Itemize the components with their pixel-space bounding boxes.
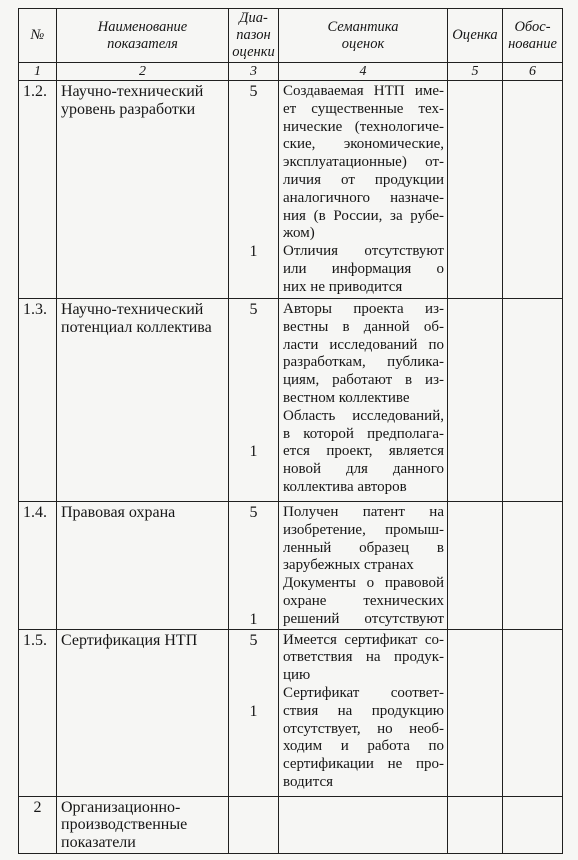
table-row [19,629,563,796]
semantics-line: в которой предполага- [283,425,444,442]
indicator-name-cell [57,299,229,502]
column-number: 3 [229,63,279,81]
indicator-name [57,630,228,650]
header-semantics-line: Семантика [327,18,399,35]
header-semantics [279,9,448,63]
column-number: 2 [57,63,229,81]
semantics-paragraph [283,301,444,408]
range-values [229,81,278,261]
semantics [279,299,447,497]
semantics-line: коллектива авторов [283,478,407,495]
header-score [448,9,503,63]
header-semantics-line: оценок [341,35,385,52]
table-row [19,796,563,853]
indicator-name-line: Научно-технический [61,301,204,318]
justification-cell [503,796,563,853]
semantics-line: Имеется сертификат со- [283,631,444,648]
semantics-line: Получен патент на [283,504,444,520]
column-number: 1 [19,63,57,81]
header-number [19,9,57,63]
header-range-line: пазон [236,27,271,43]
indicator-name-cell [57,502,229,630]
semantics [279,81,447,297]
indicator-name-line: Организационно- [61,798,181,816]
semantics-line: Создаваемая НТП име- [283,83,444,99]
header-range-line: оценки [232,44,275,60]
row-number-cell [19,796,57,853]
semantics-line: ходим и работа по [283,738,444,755]
range-value-min: 1 [249,610,258,628]
semantics-line: водится [283,773,334,790]
semantics-cell [279,796,448,853]
semantics-line: ответствия на продук- [283,649,444,666]
score-cell [448,81,503,299]
semantics-line: ется проект, является [283,443,444,460]
header-justification-line: нование [508,35,557,52]
header-range [229,9,279,63]
semantics-paragraph [283,408,444,497]
row-number: 2 [33,798,42,816]
semantics-line: Документы о правовой [283,575,444,592]
range-value-min: 1 [249,443,258,461]
column-number: 5 [448,63,503,81]
column-number: 6 [503,63,563,81]
semantics-line: них не приводится [283,278,403,295]
indicator-name [57,299,228,337]
semantics-paragraph [283,83,444,243]
semantics-line: циям, работают в из- [283,372,444,389]
header-number-text: № [30,27,45,43]
score-cell [448,629,503,796]
semantics-line: зарубежных странах [283,557,414,574]
range-values [229,502,278,629]
range-value-max: 5 [249,504,258,521]
indicator-name-line: Научно-технический [61,83,204,100]
semantics-line: отсутствует, но необ- [283,720,444,737]
range-value-min: 1 [249,702,258,720]
semantics-line: решений отсутствуют [283,610,444,627]
header-range-line: Диа- [239,10,268,26]
range-cell [229,502,279,630]
semantics-line: изобретение, промыш- [283,521,444,538]
semantics-paragraph [283,632,444,685]
semantics-line: вестны в данной об- [283,318,444,335]
header-justification [503,9,563,63]
semantics-line: ские, экономические, [283,136,444,153]
row-number: 1.4. [23,504,47,521]
range-cell [229,81,279,299]
row-number-cell [19,81,57,299]
semantics-paragraph [283,243,444,296]
semantics-line: разработкам, публика- [283,354,444,371]
header-name-line: Наименование [97,18,188,35]
semantics-line: жом) [283,225,315,242]
indicator-name-line: производственные [61,816,188,834]
semantics-line: нические (технологиче- [283,118,444,135]
semantics-line: ния (в России, за рубе- [283,207,444,224]
semantics-line: новой для данного [283,461,444,478]
score-cell [448,796,503,853]
indicator-name-line: Сертификация НТП [61,631,198,649]
indicator-name-cell [57,629,229,796]
justification-cell [503,629,563,796]
semantics-line: эксплуатационные) от- [283,154,444,171]
justification-cell [503,299,563,502]
semantics-paragraph [283,685,444,792]
range-cell [229,629,279,796]
semantics-line: сертификации не про- [283,756,444,773]
semantics-cell [279,629,448,796]
semantics-line: охране технических [283,592,444,609]
header-score-text: Оценка [452,27,498,43]
column-number: 4 [279,63,448,81]
indicator-name-line: потенциал коллектива [61,318,212,336]
semantics-cell [279,299,448,502]
semantics-line: Отличия отсутствуют [283,243,444,260]
range-value-min: 1 [249,243,258,261]
range-values [229,299,278,461]
semantics-line: Сертификат соответ- [283,684,444,701]
semantics-cell [279,81,448,299]
indicator-name [57,502,228,522]
semantics [279,630,447,792]
range-value-max: 5 [249,301,258,318]
row-number: 1.5. [23,631,47,649]
score-cell [448,299,503,502]
indicator-name-cell [57,796,229,853]
semantics-line: Область исследований, [283,407,444,424]
range-cell [229,796,279,853]
semantics-line: вестном коллективе [283,389,410,406]
semantics-paragraph [283,504,444,575]
range-value-max: 5 [249,83,258,100]
semantics-line: ет существенные тех- [283,100,444,117]
header-row [19,9,563,63]
score-cell [448,502,503,630]
row-number-cell [19,629,57,796]
semantics-line: цию [283,667,311,684]
semantics [279,502,447,629]
table-row [19,502,563,630]
row-number-cell [19,502,57,630]
justification-cell [503,502,563,630]
justification-cell [503,81,563,299]
row-number: 1.3. [23,301,47,318]
semantics-line: Авторы проекта из- [283,301,444,317]
indicator-name-line: Правовая охрана [61,504,176,521]
header-justification-line: Обос- [514,18,551,35]
indicators-table [18,8,563,854]
indicator-name-line: уровень разработки [61,100,196,118]
range-cell [229,299,279,502]
range-values [229,630,278,721]
semantics-paragraph [283,575,444,628]
table-row [19,81,563,299]
range-value-max: 5 [249,631,258,649]
semantics-line: или информация о [283,260,444,277]
header-name [57,9,229,63]
indicator-name-cell [57,81,229,299]
indicator-name [57,81,228,119]
semantics-line: ласти исследований по [283,336,444,353]
row-number-cell [19,299,57,502]
semantics-line: ленный образец в [283,539,444,556]
semantics-line: аналогичного назначе- [283,189,444,206]
column-numbers-row [19,63,563,81]
row-number: 1.2. [23,83,47,100]
table-row [19,299,563,502]
semantics-cell [279,502,448,630]
semantics-line: личия от продукции [283,171,444,188]
semantics-line: ствия на продукцию [283,702,444,719]
header-name-line: показателя [107,35,178,52]
indicator-name-line: показатели [61,834,136,852]
indicator-name [57,797,228,852]
